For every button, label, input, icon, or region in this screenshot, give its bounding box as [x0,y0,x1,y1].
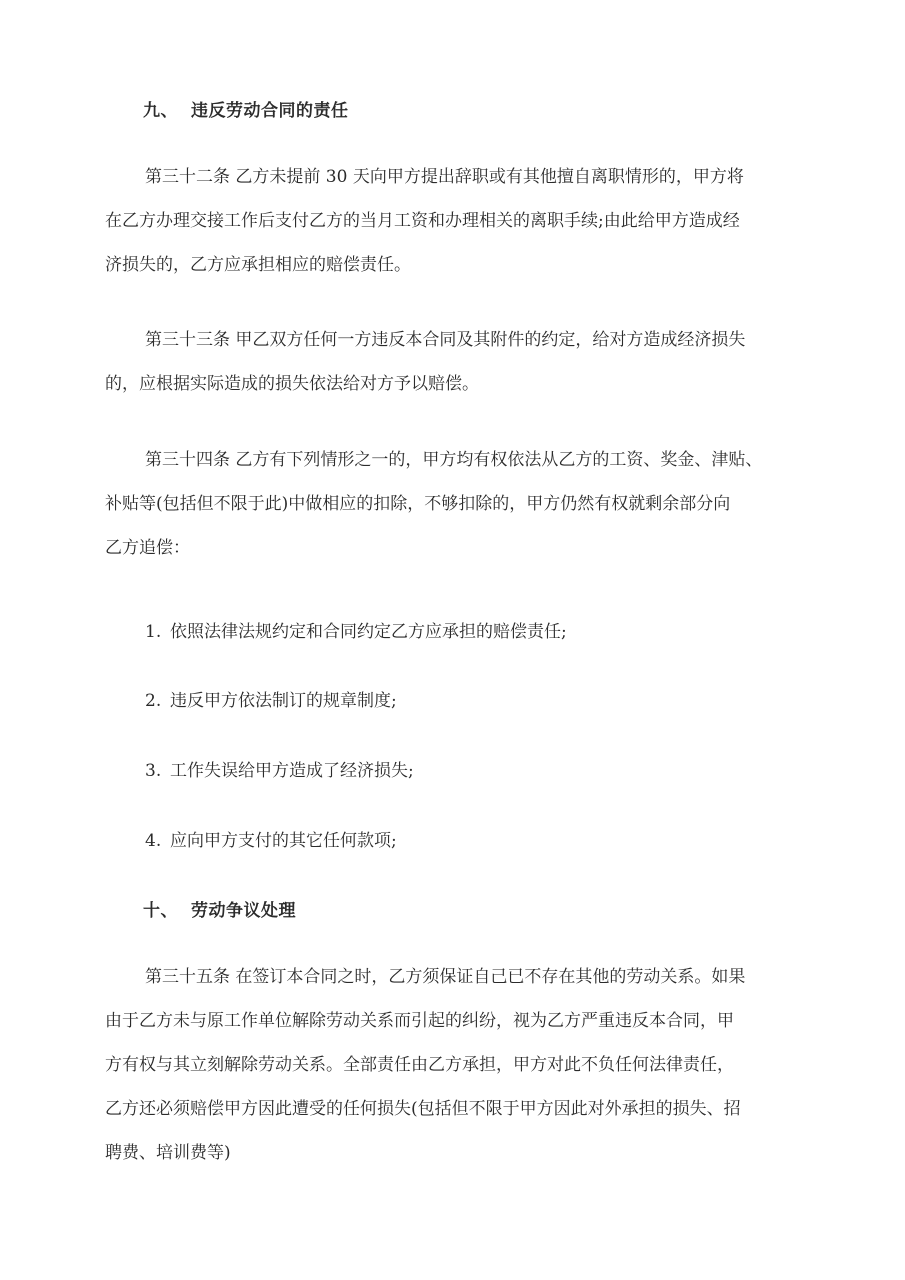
article-32 [105,155,805,287]
paragraph-line: 聘费、培训费等) [105,1143,231,1163]
paragraph-line: 第三十四条 乙方有下列情形之一的，甲方均有权依法从乙方的工资、奖金、津贴、 [145,450,763,470]
section-title: 劳动争议处理 [191,901,296,921]
section-number: 十、 [143,901,178,921]
list-item-text: 违反甲方依法制订的规章制度; [170,691,397,711]
paragraph-line: 第三十五条 在签订本合同之时，乙方须保证自己已不存在其他的劳动关系。如果 [145,967,746,987]
list-item-text: 应向甲方支付的其它任何款项; [170,831,397,851]
paragraph-line: 在乙方办理交接工作后支付乙方的当月工资和办理相关的离职手续;由此给甲方造成经 [105,211,740,231]
section-heading-9 [143,96,349,121]
section-number: 九、 [143,101,178,121]
article-33 [105,318,805,406]
list-item [145,826,397,851]
paragraph-line: 第三十二条 乙方未提前 30 天向甲方提出辞职或有其他擅自离职情形的，甲方将 [145,167,744,187]
list-item [145,756,414,781]
list-item [145,686,397,711]
list-item-text: 依照法律法规约定和合同约定乙方应承担的赔偿责任; [170,622,567,642]
paragraph-line: 的，应根据实际造成的损失依法给对方予以赔偿。 [105,374,479,394]
list-item-text: 工作失误给甲方造成了经济损失; [170,761,414,781]
paragraph-line: 由于乙方未与原工作单位解除劳动关系而引起的纠纷，视为乙方严重违反本合同，甲 [105,1011,734,1031]
paragraph-line: 补贴等(包括但不限于此)中做相应的扣除，不够扣除的，甲方仍然有权就剩余部分向 [105,494,731,514]
paragraph-line: 济损失的，乙方应承担相应的赔偿责任。 [105,255,411,275]
paragraph-line: 乙方还必须赔偿甲方因此遭受的任何损失(包括但不限于甲方因此对外承担的损失、招 [105,1099,741,1119]
article-35 [105,955,805,1175]
paragraph-line: 方有权与其立刻解除劳动关系。全部责任由乙方承担，甲方对此不负任何法律责任， [105,1055,734,1075]
list-item-number: 1. [145,622,162,642]
article-34 [105,438,805,570]
section-title: 违反劳动合同的责任 [191,101,349,121]
list-item [145,617,567,642]
paragraph-line: 第三十三条 甲乙双方任何一方违反本合同及其附件的约定，给对方造成经济损失 [145,330,746,350]
list-item-number: 4. [145,831,162,851]
section-heading-10 [143,896,296,921]
paragraph-line: 乙方追偿： [105,538,190,558]
list-item-number: 2. [145,691,162,711]
list-item-number: 3. [145,761,162,781]
